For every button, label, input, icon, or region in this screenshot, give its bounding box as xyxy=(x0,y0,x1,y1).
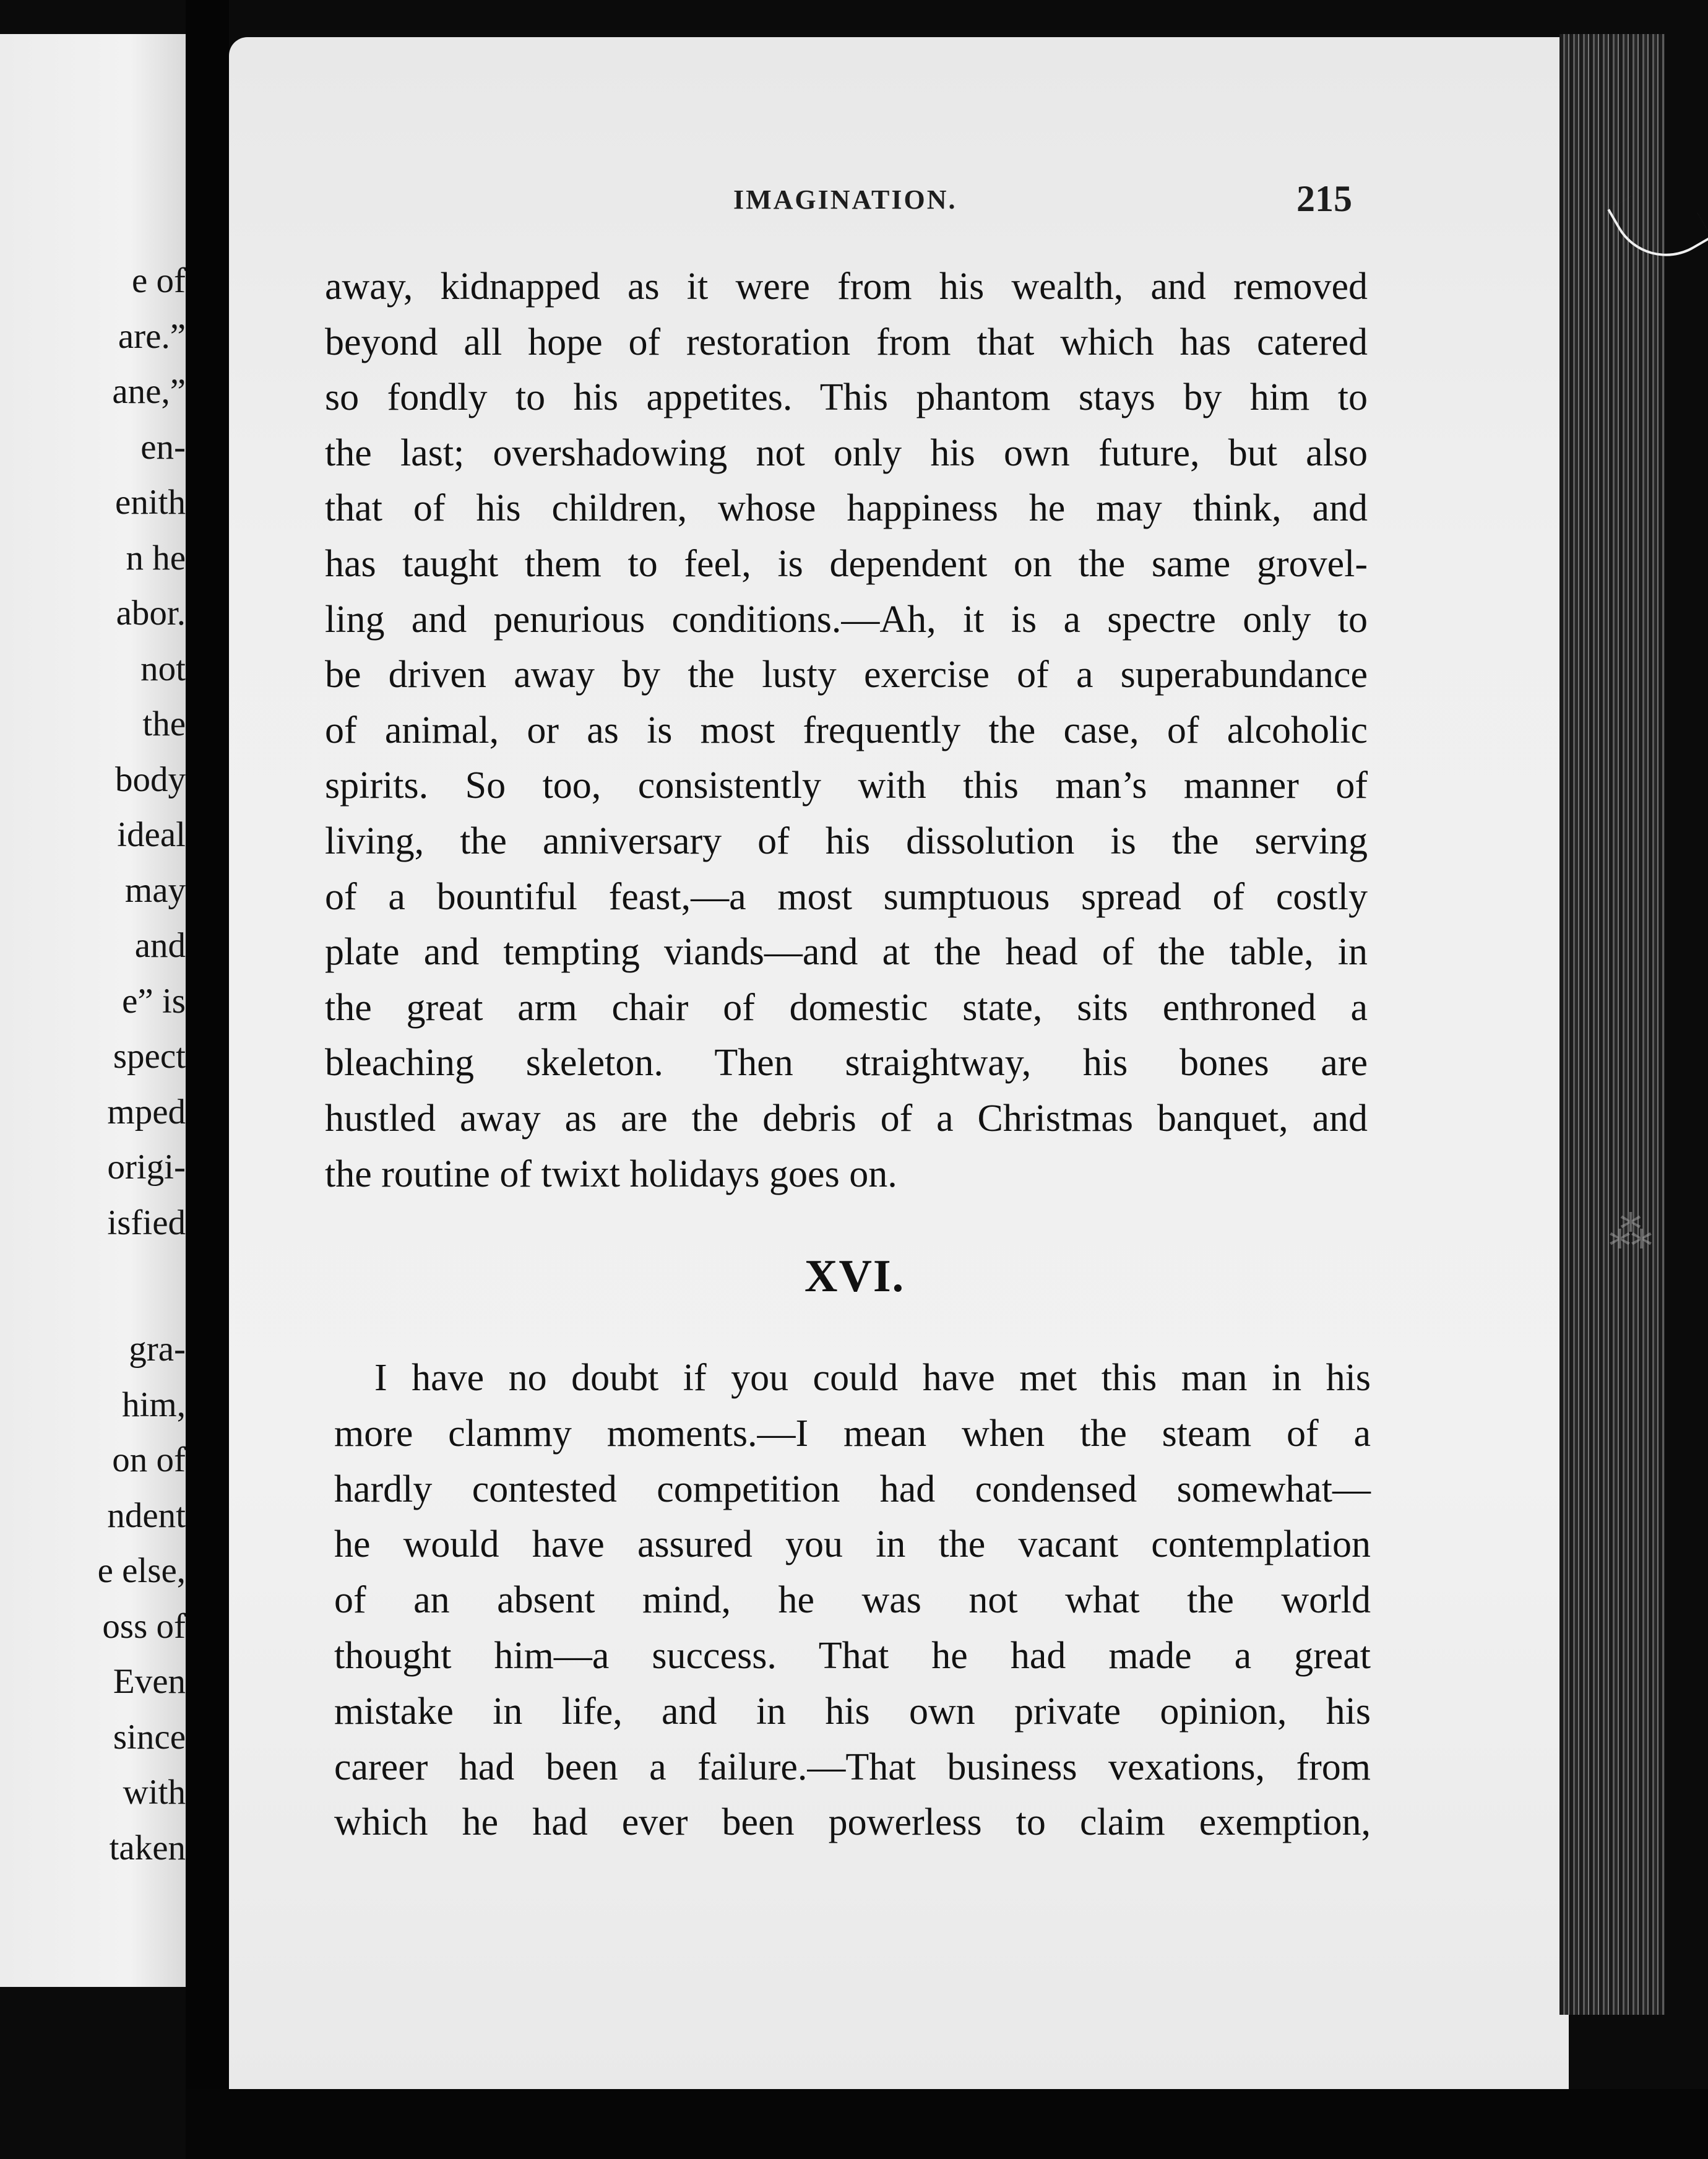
body-line: hardly contested competition had condensed somewhat— xyxy=(334,1468,1371,1510)
body-line: plate and tempting viands—and at the head of the table, in xyxy=(325,931,1368,974)
body-line: ling and penurious conditions.—Ah, it is a spectre only to xyxy=(325,598,1368,641)
left-page-line: may xyxy=(124,870,186,910)
body-line: of animal, or as is most frequently the case, of alcoholic xyxy=(325,709,1368,751)
body-line: which he had ever been powerless to claim exemption, xyxy=(334,1801,1371,1844)
left-page-line: spect xyxy=(113,1037,186,1076)
body-line: hustled away as are the debris of a Christmas banquet, and xyxy=(325,1097,1368,1140)
body-line: he would have assured you in the vacant contemplation xyxy=(334,1523,1371,1566)
body-line: I have no doubt if you could have met this man in his xyxy=(374,1357,1371,1399)
body-line: the great arm chair of domestic state, sits enthroned a xyxy=(325,986,1368,1029)
left-page-line: ndent xyxy=(107,1495,186,1535)
left-page-line: enith xyxy=(115,483,186,522)
page-number: 215 xyxy=(1296,178,1352,219)
left-page-line: mped xyxy=(107,1092,186,1131)
left-page-line: ideal xyxy=(117,815,186,854)
bottom-background xyxy=(186,2089,1708,2159)
left-page-line: n he xyxy=(126,538,186,578)
left-page-line: body xyxy=(115,759,186,799)
body-line: away, kidnapped as it were from his wealth, and removed xyxy=(325,266,1368,308)
body-line: living, the anniversary of his dissolution is the serving xyxy=(325,820,1368,862)
left-page-line: and xyxy=(134,926,186,965)
section-number: XVI. xyxy=(804,1251,905,1302)
body-line: that of his children, whose happiness he may think, and xyxy=(325,487,1368,530)
left-page-line: him, xyxy=(122,1385,186,1424)
left-page-line: e” is xyxy=(122,981,186,1021)
body-line: of an absent mind, he was not what the world xyxy=(334,1579,1371,1622)
body-line: of a bountiful feast,—a most sumptuous spread of costly xyxy=(325,875,1368,918)
left-page-line: isfied xyxy=(107,1203,186,1242)
body-line: spirits. So too, consistently with this man’s manner of xyxy=(325,764,1368,807)
book-gutter xyxy=(186,0,229,2159)
body-line: career had been a failure.—That business vexations, from xyxy=(334,1746,1371,1788)
body-line: mistake in life, and in his own private opinion, his xyxy=(334,1690,1371,1733)
left-page-line: abor. xyxy=(116,594,186,633)
body-line: beyond all hope of restoration from that which has catered xyxy=(325,321,1368,363)
running-head: IMAGINATION. xyxy=(733,184,957,215)
body-line: thought him—a success. That he had made a great xyxy=(334,1635,1371,1677)
left-page-line: not xyxy=(140,649,186,688)
left-page-line: e else, xyxy=(97,1551,186,1590)
left-page-line: taken xyxy=(109,1828,186,1867)
left-page-line: are.” xyxy=(118,316,186,356)
left-page-line: the xyxy=(142,704,186,743)
body-line: so fondly to his appetites. This phantom stays by him to xyxy=(325,376,1368,419)
left-page-line: gra- xyxy=(129,1330,186,1369)
body-line: more clammy moments.—I mean when the steam of a xyxy=(334,1412,1371,1455)
body-line: bleaching skeleton. Then straightway, his bones are xyxy=(325,1042,1368,1084)
left-page-line: e of xyxy=(131,261,186,300)
left-page-line: oss of xyxy=(102,1606,186,1646)
left-page-line: since xyxy=(113,1717,186,1757)
body-line: has taught them to feel, is dependent on the same grovel- xyxy=(325,543,1368,585)
edge-decoration-icon: ⁂ xyxy=(1605,1207,1656,1258)
body-line: be driven away by the lusty exercise of a superabundance xyxy=(325,654,1368,696)
left-page-line: on of xyxy=(112,1440,186,1479)
left-page-line: with xyxy=(123,1773,186,1812)
left-facing-page xyxy=(0,34,186,1987)
left-page-line: Even xyxy=(113,1662,186,1701)
left-page-line: origi- xyxy=(107,1148,186,1187)
body-line: the last; overshadowing not only his own future, but also xyxy=(325,431,1368,474)
left-page-line: en- xyxy=(140,427,186,467)
body-line: the routine of twixt holidays goes on. xyxy=(325,1153,897,1195)
left-page-line: ane,” xyxy=(112,372,186,411)
